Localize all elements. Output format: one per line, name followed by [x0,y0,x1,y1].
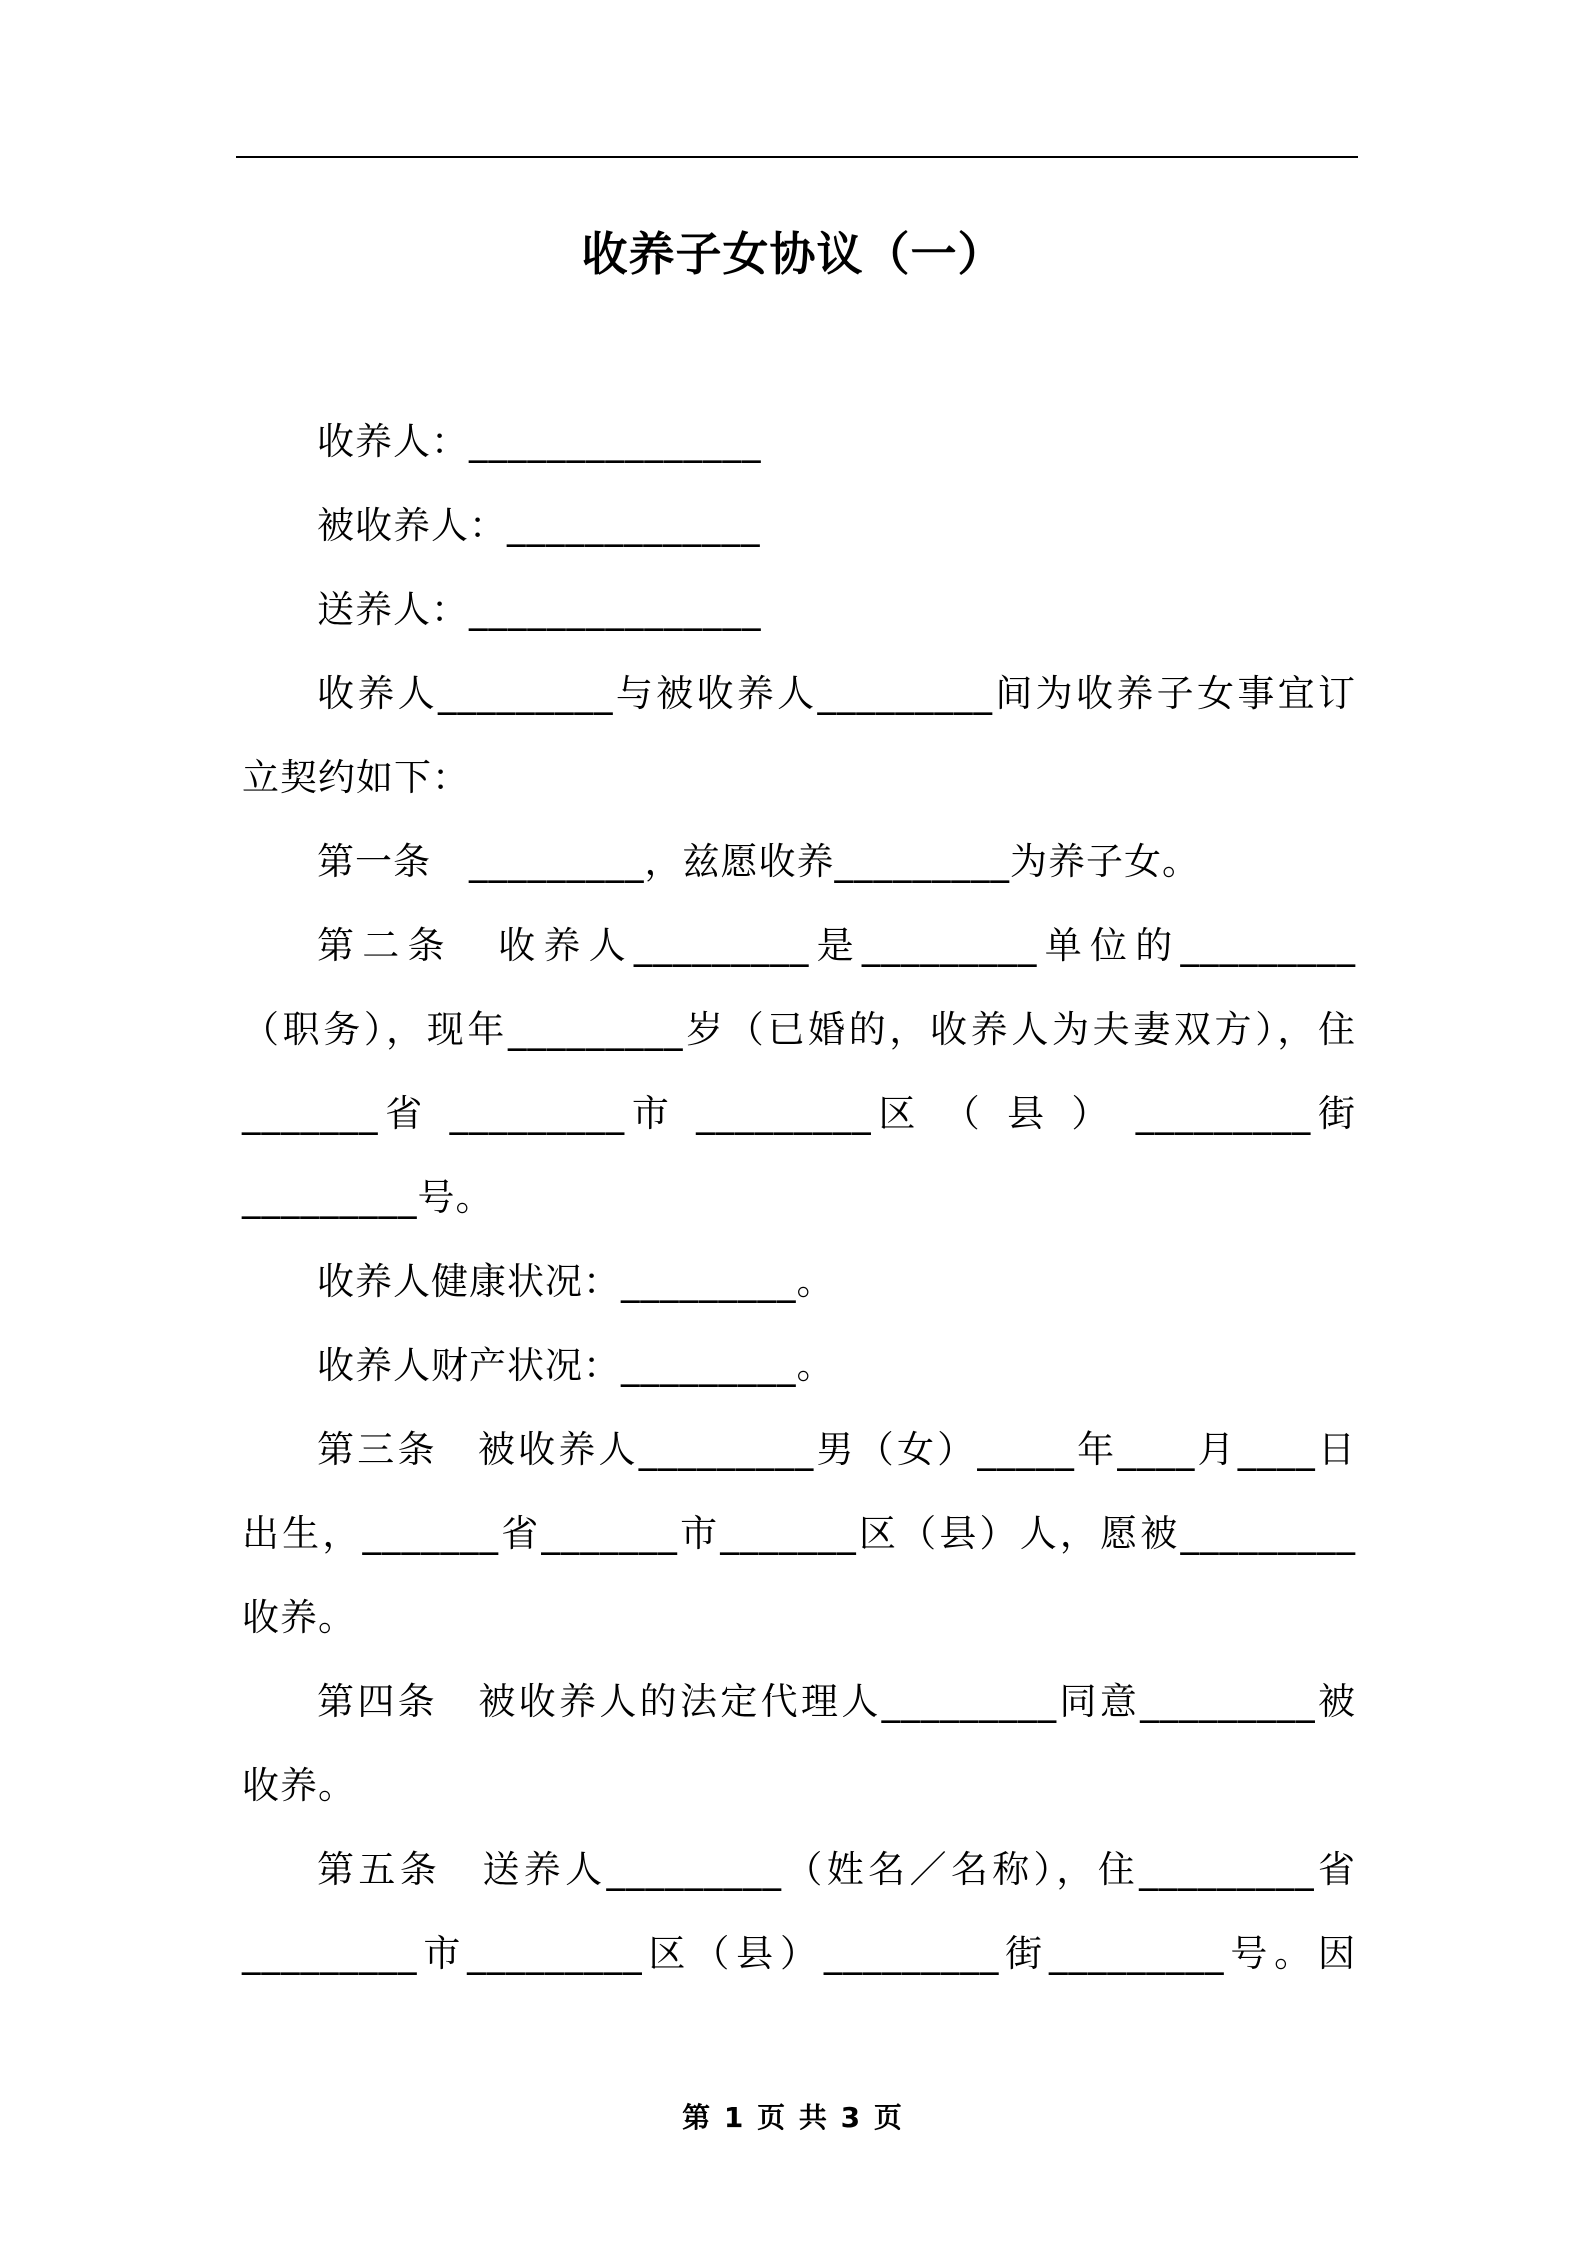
line-preamble-1: 收养人_________与被收养人_________间为收养子女事宜订 [317,672,1356,715]
line-preamble-2: 立契约如下： [242,756,470,799]
line-article-3c: 收养。 [242,1596,356,1639]
line-adopter: 收养人：_______________ [317,420,762,463]
line-article-3b: 出生，_______省_______市_______区（县）人，愿被_________ [242,1512,1356,1555]
line-property: 收养人财产状况：_________。 [317,1344,835,1387]
document-title: 收养子女协议（一） [581,227,1005,281]
line-adoptee: 被收养人：_____________ [317,504,761,547]
line-article-3a: 第三条 被收养人_________男（女）_____年____月____日 [317,1428,1356,1471]
line-article-2d: _________号。 [242,1176,494,1219]
line-article-2b: （职务），现年_________岁（已婚的，收养人为夫妻双方），住 [242,1008,1356,1051]
document-body [242,400,1356,1996]
line-article-5a: 第五条 送养人_________（姓名／名称），住_________省 [317,1848,1356,1891]
line-health: 收养人健康状况：_________。 [317,1260,835,1303]
line-article-4a: 第四条 被收养人的法定代理人_________同意_________被 [317,1680,1356,1723]
line-relinquisher: 送养人：_______________ [317,588,762,631]
line-article-2c: _______省 _________市 _________区 （ 县 ） _________街 [242,1092,1356,1135]
line-article-4b: 收养。 [242,1764,356,1807]
line-article-1: 第一条 _________，兹愿收养_________为养子女。 [317,840,1200,883]
line-article-5b: _________市_________区（县）_________街_________号。因 [242,1932,1356,1975]
page-number: 第 1 页 共 3 页 [682,2101,904,2134]
header-rule [236,156,1358,158]
line-article-2a: 第二条 收养人_________是_________单位的_________ [317,924,1356,967]
